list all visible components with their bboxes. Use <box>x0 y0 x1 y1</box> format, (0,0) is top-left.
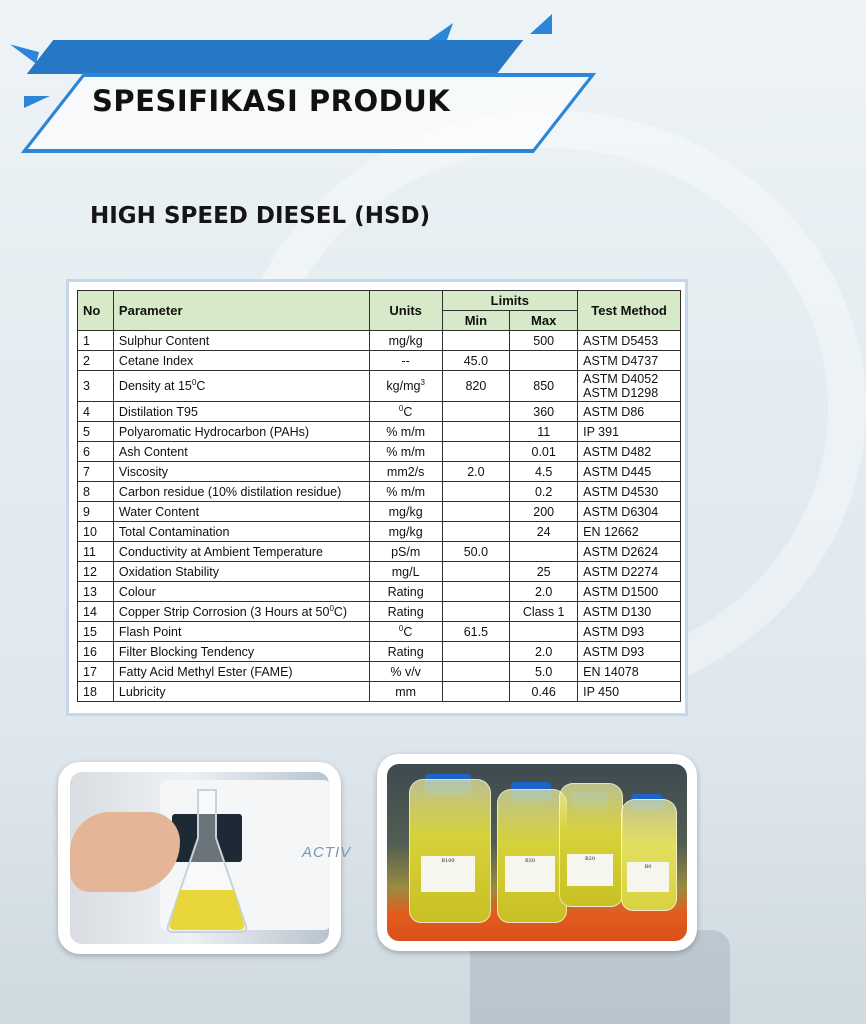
superscript: 0 <box>398 403 404 413</box>
unit-text: % m/m <box>386 444 426 459</box>
cell-max <box>510 351 578 371</box>
cell-min <box>442 522 510 542</box>
table-row <box>78 351 681 371</box>
test-method: ASTM D4052 <box>583 372 659 386</box>
cell-parameter <box>113 582 369 602</box>
test-method: ASTM D482 <box>583 444 652 459</box>
col-header-no: No <box>78 291 114 331</box>
cell-parameter <box>113 622 369 642</box>
cell-parameter <box>113 642 369 662</box>
cell-min <box>442 371 510 402</box>
cell-min <box>442 502 510 522</box>
row-number: 6 <box>83 444 90 459</box>
col-header-test-method: Test Method <box>578 291 681 331</box>
table-row <box>78 442 681 462</box>
cell-parameter <box>113 522 369 542</box>
cell-no <box>78 482 114 502</box>
parameter-name: Fatty Acid Methyl Ester (FAME) <box>118 664 293 679</box>
cell-no <box>78 582 114 602</box>
unit-text: mg/kg <box>388 524 423 539</box>
cell-min <box>442 462 510 482</box>
parameter-name: Density at 15 <box>118 379 192 393</box>
cell-test-method <box>578 622 681 642</box>
table-row <box>78 582 681 602</box>
cell-parameter <box>113 442 369 462</box>
test-method: IP 450 <box>583 684 620 699</box>
test-method: IP 391 <box>583 424 620 439</box>
cell-test-method <box>578 402 681 422</box>
parameter-name: Ash Content <box>118 444 188 459</box>
cell-parameter <box>113 602 369 622</box>
cell-min <box>442 351 510 371</box>
test-method: ASTM D93 <box>583 624 645 639</box>
cell-test-method <box>578 502 681 522</box>
cell-test-method <box>578 482 681 502</box>
cell-parameter <box>113 422 369 442</box>
limit-min: 2.0 <box>467 464 485 479</box>
cell-units <box>369 602 442 622</box>
row-number: 7 <box>83 464 90 479</box>
photo-lab-flask <box>70 772 352 944</box>
cell-no <box>78 442 114 462</box>
cell-test-method <box>578 642 681 662</box>
test-method: ASTM D86 <box>583 404 645 419</box>
cell-units <box>369 482 442 502</box>
cell-max <box>510 662 578 682</box>
cell-max <box>510 422 578 442</box>
decorative-triangle <box>7 44 39 63</box>
superscript: 0 <box>191 377 197 387</box>
parameter-name: Cetane Index <box>118 353 194 368</box>
cell-parameter <box>113 502 369 522</box>
limit-max: 24 <box>536 524 551 539</box>
row-number: 2 <box>83 353 90 368</box>
unit-text: Rating <box>387 584 424 599</box>
bottle <box>409 779 491 923</box>
cell-no <box>78 422 114 442</box>
row-number: 5 <box>83 424 90 439</box>
limit-max: 200 <box>533 504 555 519</box>
cell-no <box>78 562 114 582</box>
decorative-triangle <box>530 14 552 34</box>
cell-parameter <box>113 371 369 402</box>
unit-text: C <box>403 404 413 419</box>
parameter-name: Copper Strip Corrosion (3 Hours at 50 <box>118 604 330 619</box>
spec-table-body <box>78 331 681 702</box>
table-row <box>78 542 681 562</box>
test-method: ASTM D130 <box>583 604 652 619</box>
cell-units <box>369 562 442 582</box>
cell-test-method <box>578 542 681 562</box>
cell-max <box>510 331 578 351</box>
table-row <box>78 642 681 662</box>
cell-test-method <box>578 462 681 482</box>
table-row <box>78 562 681 582</box>
cell-test-method <box>578 602 681 622</box>
test-method: ASTM D445 <box>583 464 652 479</box>
spec-table-panel <box>66 279 688 716</box>
table-row <box>78 371 681 402</box>
table-row <box>78 482 681 502</box>
cell-max <box>510 602 578 622</box>
row-number: 11 <box>83 544 96 559</box>
bottle-label: B30 <box>505 856 555 892</box>
cell-no <box>78 522 114 542</box>
limit-max: 0.46 <box>531 684 556 699</box>
cell-no <box>78 642 114 662</box>
limit-max: 4.5 <box>534 464 553 479</box>
cell-units <box>369 522 442 542</box>
unit-text: C <box>403 624 413 639</box>
cell-test-method <box>578 422 681 442</box>
cell-min <box>442 482 510 502</box>
cell-no <box>78 622 114 642</box>
cell-test-method <box>578 682 681 702</box>
parameter-name: Filter Blocking Tendency <box>118 644 255 659</box>
table-row <box>78 422 681 442</box>
cell-units <box>369 622 442 642</box>
cell-max <box>510 642 578 662</box>
cell-min <box>442 622 510 642</box>
cell-units <box>369 582 442 602</box>
limit-min: 45.0 <box>463 353 489 368</box>
test-method: ASTM D2274 <box>583 564 659 579</box>
cell-parameter <box>113 402 369 422</box>
unit-text: kg/mg <box>386 379 421 393</box>
cell-units <box>369 442 442 462</box>
bottle-label: B0 <box>627 862 669 892</box>
cell-test-method <box>578 442 681 462</box>
cell-test-method <box>578 331 681 351</box>
bottle <box>559 783 623 907</box>
cell-max <box>510 542 578 562</box>
cell-test-method <box>578 562 681 582</box>
cell-parameter <box>113 482 369 502</box>
parameter-name: Conductivity at Ambient Temperature <box>118 544 323 559</box>
col-header-limits: Limits <box>442 291 578 311</box>
col-header-units: Units <box>369 291 442 331</box>
table-row <box>78 682 681 702</box>
cell-units <box>369 351 442 371</box>
unit-text: mm <box>395 684 417 699</box>
row-number: 12 <box>83 564 97 579</box>
instrument-brand-text: ACTIV <box>302 844 352 861</box>
parameter-name: Carbon residue (10% distilation residue) <box>118 484 342 499</box>
table-row <box>78 522 681 542</box>
cell-no <box>78 351 114 371</box>
unit-text: -- <box>401 353 410 368</box>
erlenmeyer-flask-icon <box>164 786 250 936</box>
unit-text: % m/m <box>386 484 426 499</box>
cell-min <box>442 642 510 662</box>
limit-min: 820 <box>465 379 487 393</box>
parameter-name: Viscosity <box>118 464 169 479</box>
test-method: ASTM D1500 <box>583 584 659 599</box>
limit-max: 850 <box>533 379 555 393</box>
cell-parameter <box>113 562 369 582</box>
cell-units <box>369 462 442 482</box>
cell-min <box>442 662 510 682</box>
cell-min <box>442 542 510 562</box>
cell-test-method <box>578 582 681 602</box>
cell-min <box>442 331 510 351</box>
spec-table <box>77 290 681 702</box>
cell-max <box>510 502 578 522</box>
col-header-min: Min <box>442 311 510 331</box>
limit-max: 2.0 <box>534 644 553 659</box>
cell-max <box>510 402 578 422</box>
bottle-label: B100 <box>421 856 475 892</box>
parameter-name: Water Content <box>118 504 200 519</box>
table-row <box>78 502 681 522</box>
parameter-name: Total Contamination <box>118 524 230 539</box>
row-number: 18 <box>83 684 97 699</box>
limit-max: 25 <box>536 564 551 579</box>
cell-units <box>369 682 442 702</box>
cell-max <box>510 562 578 582</box>
unit-text: mg/L <box>391 564 420 579</box>
test-method-alt: ASTM D1298 <box>583 386 659 400</box>
row-number: 9 <box>83 504 90 519</box>
cell-max <box>510 482 578 502</box>
cell-max <box>510 371 578 402</box>
parameter-name: Lubricity <box>118 684 166 699</box>
cell-parameter <box>113 351 369 371</box>
cell-parameter <box>113 331 369 351</box>
test-method: ASTM D6304 <box>583 504 659 519</box>
photo-frame-bottles <box>377 754 697 951</box>
cell-units <box>369 371 442 402</box>
row-number: 14 <box>83 604 97 619</box>
limit-max: 5.0 <box>534 664 553 679</box>
table-row <box>78 622 681 642</box>
cell-test-method <box>578 351 681 371</box>
limit-max: Class 1 <box>522 604 565 619</box>
cell-parameter <box>113 662 369 682</box>
col-header-parameter: Parameter <box>113 291 369 331</box>
unit-text: mm2/s <box>386 464 425 479</box>
test-method: ASTM D4530 <box>583 484 659 499</box>
cell-min <box>442 602 510 622</box>
row-number: 16 <box>83 644 97 659</box>
limit-min: 61.5 <box>463 624 489 639</box>
unit-text: pS/m <box>391 544 421 559</box>
unit-text: % v/v <box>390 664 421 679</box>
superscript: 0 <box>398 623 404 633</box>
cell-units <box>369 502 442 522</box>
row-number: 13 <box>83 584 97 599</box>
parameter-name: Colour <box>118 584 156 599</box>
cell-no <box>78 662 114 682</box>
photo-biodiesel-bottles <box>387 764 687 941</box>
decorative-triangle <box>24 96 50 108</box>
unit-text: Rating <box>387 604 424 619</box>
limit-max: 2.0 <box>534 584 553 599</box>
table-row <box>78 462 681 482</box>
cell-no <box>78 542 114 562</box>
unit-text: mg/kg <box>388 333 423 348</box>
cell-no <box>78 402 114 422</box>
row-number: 8 <box>83 484 90 499</box>
cell-max <box>510 682 578 702</box>
parameter-name: Oxidation Stability <box>118 564 219 579</box>
row-number: 17 <box>83 664 97 679</box>
cell-no <box>78 502 114 522</box>
cell-units <box>369 331 442 351</box>
test-method: ASTM D2624 <box>583 544 659 559</box>
row-number: 10 <box>83 524 97 539</box>
cell-min <box>442 682 510 702</box>
cell-units <box>369 422 442 442</box>
cell-parameter <box>113 462 369 482</box>
cell-test-method <box>578 371 681 402</box>
bottle-label: B20 <box>567 854 613 886</box>
test-method: EN 14078 <box>583 664 639 679</box>
limit-min: 50.0 <box>463 544 489 559</box>
cell-units <box>369 542 442 562</box>
cell-no <box>78 462 114 482</box>
cell-units <box>369 642 442 662</box>
page-title: SPESIFIKASI PRODUK <box>92 84 451 118</box>
cell-no <box>78 602 114 622</box>
row-number: 1 <box>83 333 90 348</box>
parameter-name: Sulphur Content <box>118 333 210 348</box>
cell-max <box>510 522 578 542</box>
parameter-name: Distilation T95 <box>118 404 198 419</box>
cell-no <box>78 331 114 351</box>
cell-test-method <box>578 522 681 542</box>
cell-min <box>442 402 510 422</box>
col-header-max: Max <box>510 311 578 331</box>
row-number: 3 <box>83 379 90 393</box>
unit-text: % m/m <box>386 424 426 439</box>
cell-min <box>442 582 510 602</box>
cell-max <box>510 442 578 462</box>
cell-min <box>442 422 510 442</box>
unit-text: Rating <box>387 644 424 659</box>
test-method: ASTM D93 <box>583 644 645 659</box>
superscript: 0 <box>329 603 334 613</box>
row-number: 4 <box>83 404 90 419</box>
cell-units <box>369 662 442 682</box>
parameter-suffix: C) <box>333 604 348 619</box>
row-number: 15 <box>83 624 97 639</box>
test-method: ASTM D4737 <box>583 353 659 368</box>
parameter-name: Flash Point <box>118 624 182 639</box>
bottle <box>621 799 677 911</box>
cell-min <box>442 562 510 582</box>
table-row <box>78 602 681 622</box>
cell-test-method <box>578 662 681 682</box>
parameter-name: Polyaromatic Hydrocarbon (PAHs) <box>118 424 310 439</box>
unit-text: mg/kg <box>388 504 423 519</box>
cell-no <box>78 371 114 402</box>
limit-max: 500 <box>533 333 555 348</box>
table-row <box>78 662 681 682</box>
limit-max: 360 <box>533 404 555 419</box>
cell-max <box>510 462 578 482</box>
cell-parameter <box>113 682 369 702</box>
test-method: EN 12662 <box>583 524 639 539</box>
table-row <box>78 402 681 422</box>
cell-parameter <box>113 542 369 562</box>
limit-max: 0.2 <box>534 484 553 499</box>
table-row <box>78 331 681 351</box>
test-method: ASTM D5453 <box>583 333 659 348</box>
cell-no <box>78 682 114 702</box>
superscript: 3 <box>420 377 425 387</box>
cell-units <box>369 402 442 422</box>
parameter-suffix: C <box>196 379 206 393</box>
photo-frame-flask <box>58 762 352 954</box>
limit-max: 0.01 <box>531 444 556 459</box>
product-subtitle: HIGH SPEED DIESEL (HSD) <box>90 203 431 229</box>
banner-stripe <box>27 40 524 74</box>
cell-max <box>510 582 578 602</box>
cell-max <box>510 622 578 642</box>
limit-max: 11 <box>537 424 551 439</box>
cell-min <box>442 442 510 462</box>
